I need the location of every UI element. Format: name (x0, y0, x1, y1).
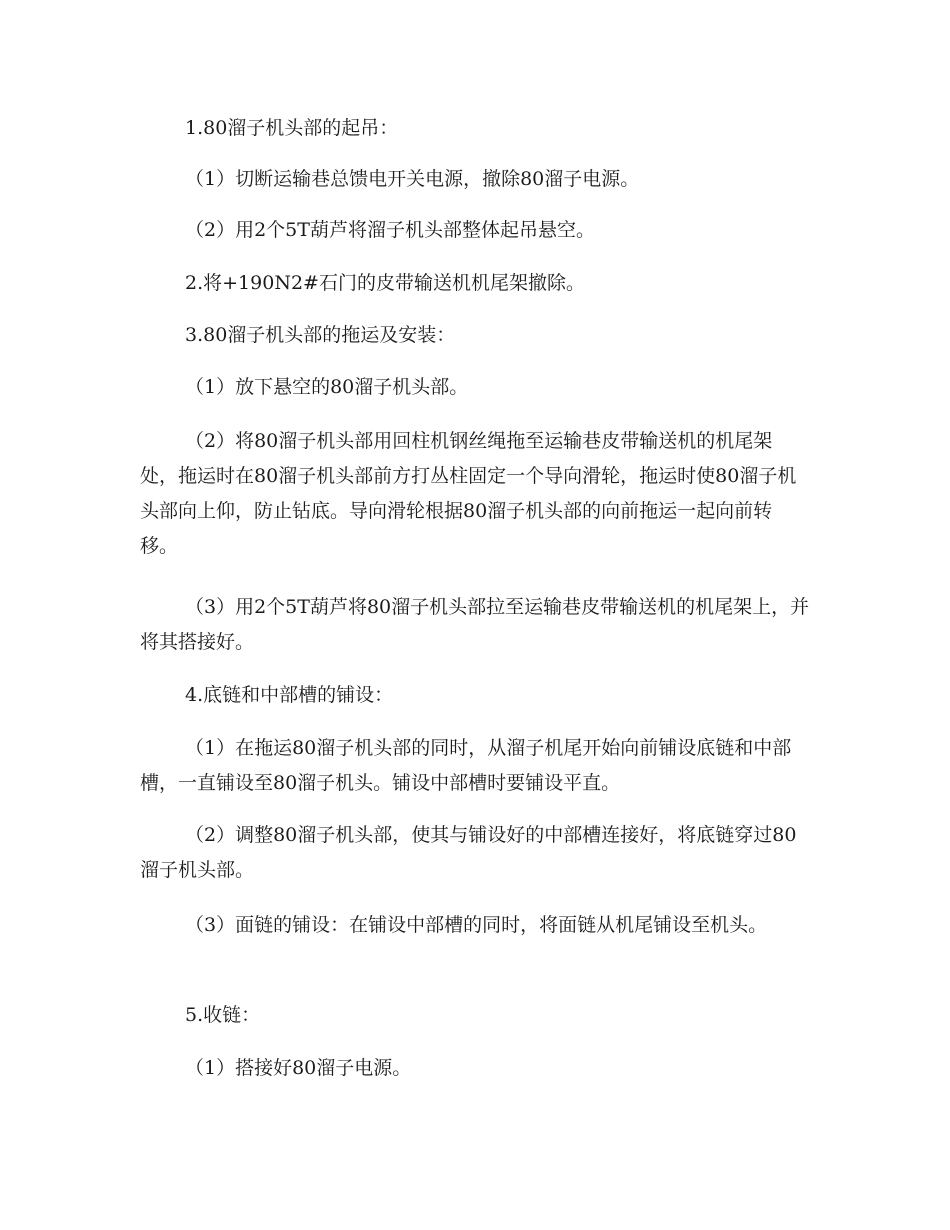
paragraph-3-2: （2）将80溜子机头部用回柱机钢丝绳拖至运输巷皮带输送机的机尾架处，拖运时在80溜子机头部前方打丛柱固定一个导向滑轮，拖运时使80溜子机头部向上仰，防止钻底。导向滑轮根据80溜子机头部的向前拖运一起向前转移。 (140, 430, 797, 557)
paragraph-5-1: （1）搭接好80溜子电源。 (185, 1057, 412, 1079)
heading-5: 5.收链： (185, 1004, 261, 1026)
paragraph-4-1: （1）在拖运80溜子机头部的同时，从溜子机尾开始向前铺设底链和中部槽，一直铺设至80溜子机头。铺设中部槽时要铺设平直。 (140, 737, 792, 794)
heading-3: 3.80溜子机头部的拖运及安装： (185, 324, 456, 346)
heading-2: 2.将+190N2#石门的皮带输送机机尾架撤除。 (185, 272, 585, 294)
heading-4: 4.底链和中部槽的铺设： (185, 684, 394, 706)
paragraph-1-2: （2）用2个5T葫芦将溜子机头部整体起吊悬空。 (185, 219, 595, 241)
heading-1: 1.80溜子机头部的起吊： (185, 117, 399, 139)
paragraph-1-1: （1）切断运输巷总馈电开关电源，撤除80溜子电源。 (185, 168, 640, 190)
paragraph-3-3: （3）用2个5T葫芦将80溜子机头部拉至运输巷皮带输送机的机尾架上，并将其搭接好。 (140, 596, 810, 653)
paragraph-4-3: （3）面链的铺设：在铺设中部槽的同时，将面链从机尾铺设至机头。 (185, 914, 768, 936)
paragraph-4-2: （2）调整80溜子机头部，使其与铺设好的中部槽连接好，将底链穿过80溜子机头部。 (140, 824, 797, 881)
paragraph-3-1: （1）放下悬空的80溜子机头部。 (185, 376, 469, 398)
